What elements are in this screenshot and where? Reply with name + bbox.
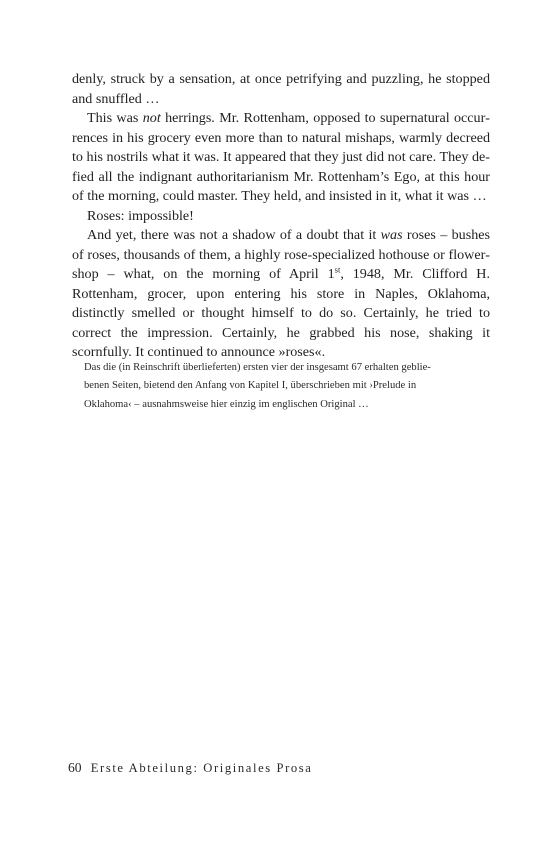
footnote-line: benen Seiten, bietend den Anfang von Kapitel I, überschrieben mit ›Prelude in bbox=[84, 380, 417, 392]
paragraph-2 bbox=[72, 109, 490, 207]
paragraph-2-text-end: herrings. Mr. Rottenham, opposed to supernatural occurrences in his grocery even more than to natural mishaps, warmly decreed to his nostrils what it was. It appeared that they just did not care. They defied all the indignant authoritarianism Mr. Rottenham’s Ego, at this hour of the morning, could master. They held, and insisted in it, what it was … bbox=[72, 110, 490, 204]
paragraph-4 bbox=[72, 226, 490, 363]
footnote-line: Oklahoma‹ – ausnahmsweise hier einzig im englischen Original … bbox=[84, 398, 369, 410]
paragraph-2-text-start: This was bbox=[87, 110, 143, 126]
footnote bbox=[84, 359, 490, 414]
paragraph-4-text-end: , 1948, Mr. Clifford H. Rottenham, grocer, upon entering his store in Naples, Oklahoma, distinctly smelled or thought himself to do so. Certainly, he tried to correct the impression. Certainly, he grabbed his nose, shaking it scornfully. It continued to announce »roses«. bbox=[72, 266, 490, 360]
paragraph-2-emphasis: not bbox=[142, 110, 161, 126]
page-footer bbox=[68, 760, 313, 776]
ordinal-superscript: st bbox=[334, 264, 341, 275]
paragraph-4-text-start: And yet, there was not a shadow of a doubt that it bbox=[87, 227, 381, 243]
footnote-line: Das die (in Reinschrift überlieferten) ersten vier der insgesamt 67 erhalten geblie- bbox=[84, 362, 431, 373]
paragraph-3: Roses: impossible! bbox=[87, 207, 194, 224]
paragraph-1: denly, struck by a sensation, at once petrifying and puzzling, he stopped and snuffled … bbox=[72, 71, 490, 107]
paragraph-4-emphasis: was bbox=[380, 227, 403, 243]
running-head: Erste Abteilung: Originales Prosa bbox=[90, 761, 313, 775]
main-text bbox=[72, 70, 490, 363]
page-number: 60 bbox=[68, 760, 82, 775]
paragraph-4-text-middle: roses – bushes of roses, thousands of them, a highly rose-specialized hothouse or flowershop – what, on the morning of April 1 bbox=[72, 227, 490, 282]
